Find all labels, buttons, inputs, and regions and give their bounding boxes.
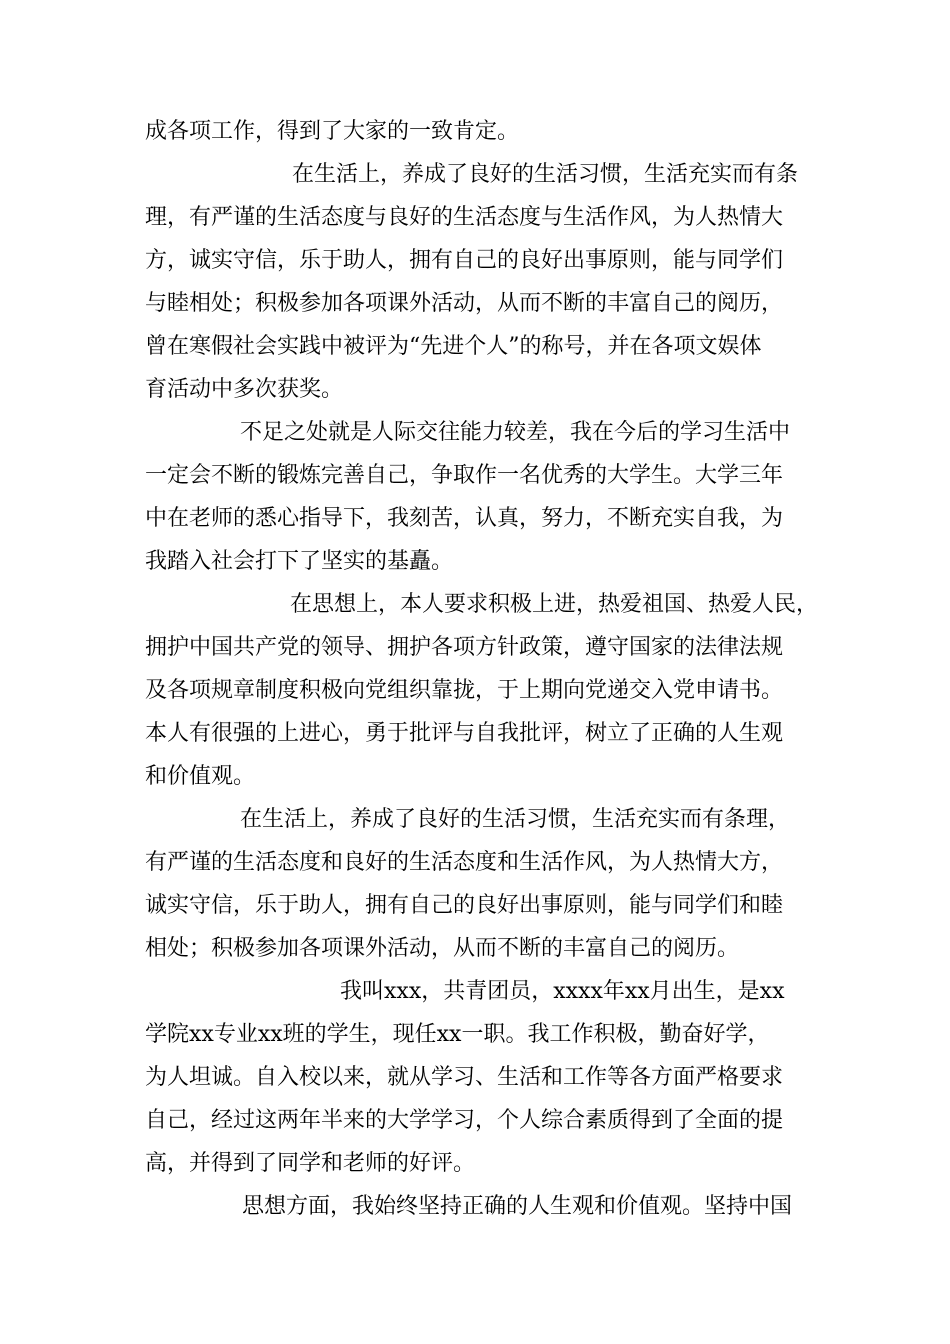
text-line: 有严谨的生活态度和良好的生活态度和生活作风，为人热情大方， [145,850,784,875]
text-line: 思想方面，我始终坚持正确的人生观和价值观。坚持中国 [242,1194,793,1219]
text-line: 本人有很强的上进心，勇于批评与自我批评，树立了正确的人生观 [145,721,784,746]
text-line: 为人坦诚。自入校以来，就从学习、生活和工作等各方面严格要求 [145,1065,784,1090]
text-line: 育活动中多次获奖。 [145,377,344,402]
text-line: 成各项工作，得到了大家的一致肯定。 [145,119,520,144]
text-line: 及各项规章制度积极向党组织靠拢，于上期向党递交入党申请书。 [145,678,784,703]
text-line: 与睦相处；积极参加各项课外活动，从而不断的丰富自己的阅历， [145,291,784,316]
text-line: 中在老师的悉心指导下，我刻苦，认真，努力，不断充实自我，为 [145,506,784,531]
text-line: 学院xx专业xx班的学生，现任xx一职。我工作积极，勤奋好学， [145,1022,770,1047]
text-line: 我叫xxx，共青团员，xxxx年xx月出生，是xx [340,979,785,1004]
text-line: 高，并得到了同学和老师的好评。 [145,1151,476,1176]
text-line: 自己，经过这两年半来的大学学习，个人综合素质得到了全面的提 [145,1108,784,1133]
text-line: 拥护中国共产党的领导、拥护各项方针政策，遵守国家的法律法规 [145,635,784,660]
text-line: 不足之处就是人际交往能力较差，我在今后的学习生活中 [240,420,791,445]
text-line: 在生活上，养成了良好的生活习惯，生活充实而有条 [292,162,799,187]
text-line: 相处；积极参加各项课外活动，从而不断的丰富自己的阅历。 [145,936,740,961]
text-line: 方，诚实守信，乐于助人，拥有自己的良好出事原则，能与同学们 [145,248,784,273]
text-line: 在思想上，本人要求积极上进，热爱祖国、热爱人民， [290,592,819,617]
text-line: 理，有严谨的生活态度与良好的生活态度与生活作风，为人热情大 [145,205,784,230]
text-line: 曾在寒假社会实践中被评为“先进个人”的称号，并在各项文娱体 [145,334,762,359]
text-line: 和价值观。 [145,764,256,789]
text-line: 诚实守信，乐于助人，拥有自己的良好出事原则，能与同学们和睦 [145,893,784,918]
text-line: 一定会不断的锻炼完善自己，争取作一名优秀的大学生。大学三年 [145,463,784,488]
text-line: 我踏入社会打下了坚实的基矗。 [145,549,454,574]
text-line: 在生活上，养成了良好的生活习惯，生活充实而有条理， [240,807,791,832]
